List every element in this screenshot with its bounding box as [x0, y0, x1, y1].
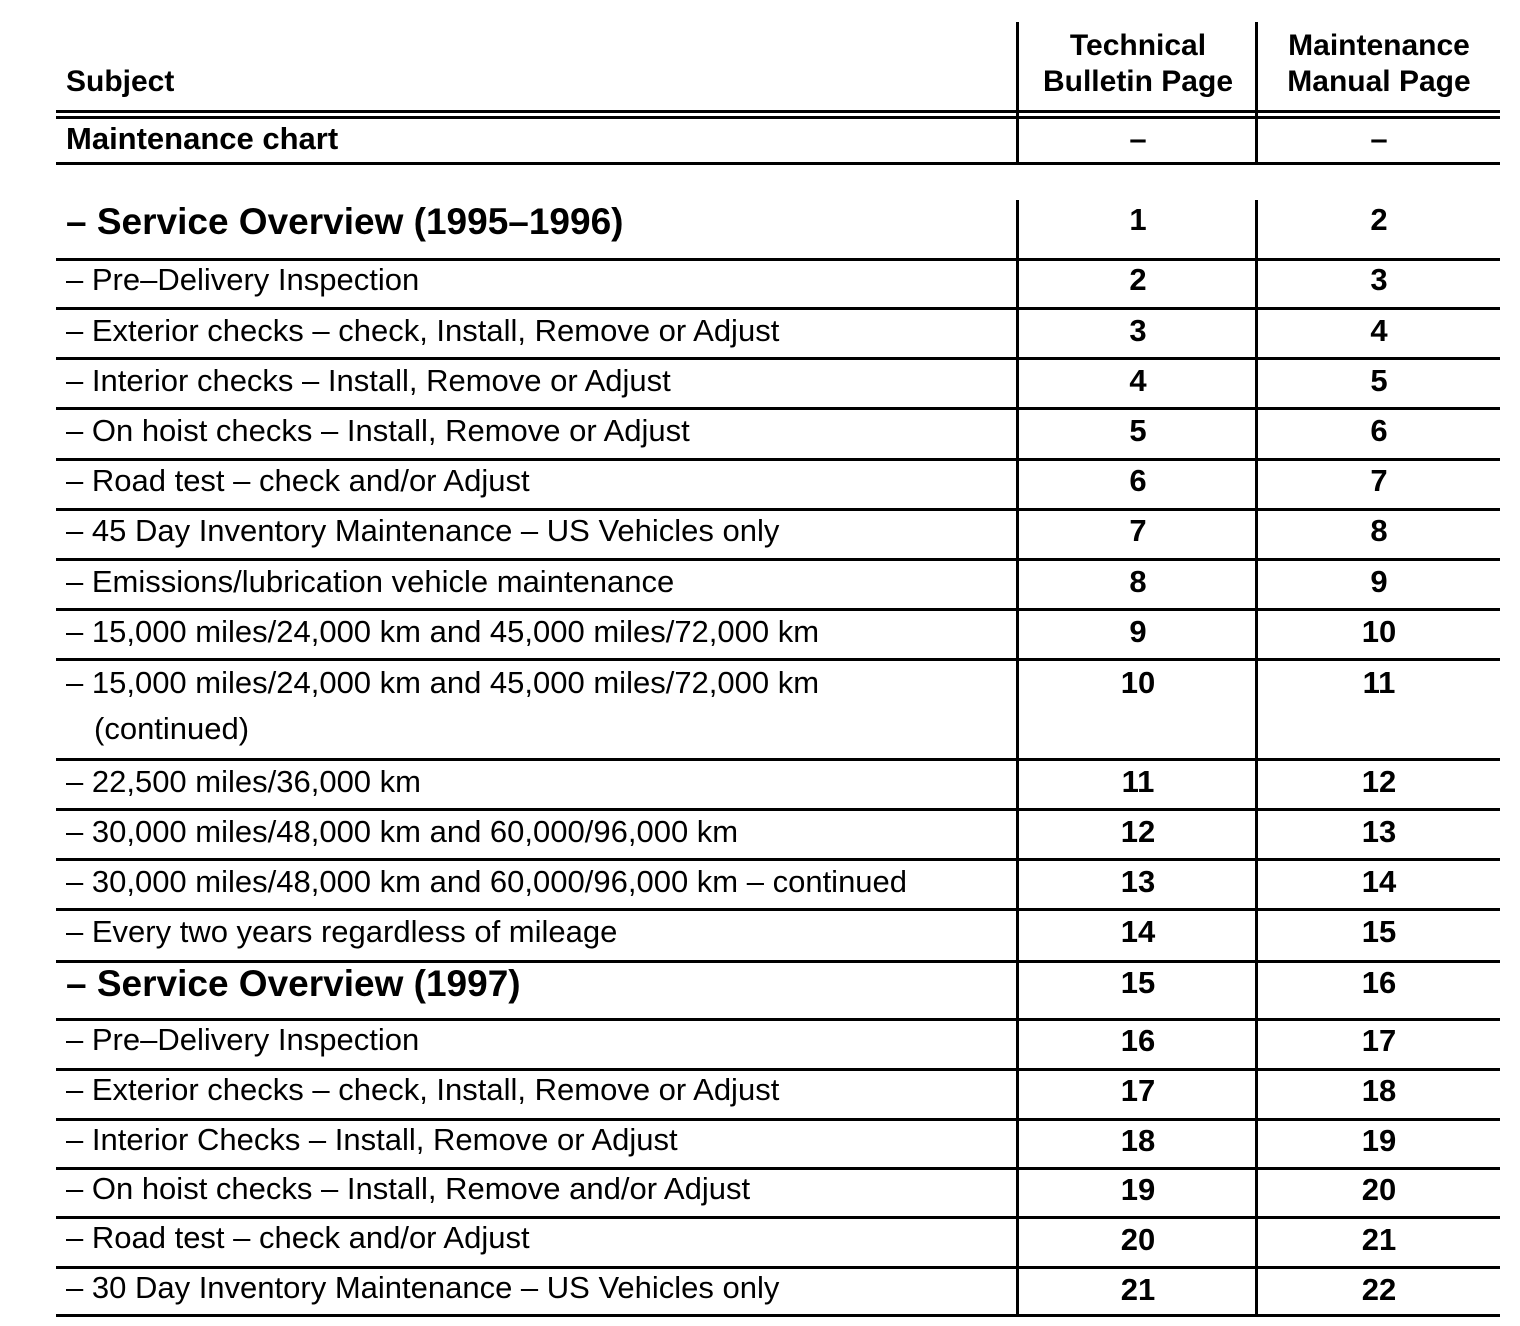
table-row-subject: – 30,000 miles/48,000 km and 60,000/96,000 km: [66, 814, 739, 849]
table-row-tb: 13: [1120, 864, 1156, 899]
table-row-tb: 10: [1120, 665, 1156, 700]
table-row-subject: – Every two years regardless of mileage: [66, 914, 618, 949]
header-maintenance-manual-line1: Maintenance: [1288, 29, 1470, 62]
table-row-subject: – 30,000 miles/48,000 km and 60,000/96,000 km – continued: [66, 864, 908, 899]
table-row-tb: 14: [1120, 914, 1156, 949]
column-divider-top-2: [1255, 22, 1258, 165]
header-rule-top: [56, 110, 1500, 113]
table-row-tb: 19: [1120, 1172, 1156, 1207]
header-technical-bulletin: [1020, 28, 1256, 100]
table-row-mm: 17: [1361, 1023, 1397, 1058]
table-row-subject-line1: – 15,000 miles/24,000 km and 45,000 miles/72,000 km: [66, 665, 820, 700]
table-row-subject: – Road test – check and/or Adjust: [66, 463, 530, 498]
table-row-subject: – Emissions/lubrication vehicle maintenance: [66, 564, 675, 599]
table-row-subject: – Service Overview (1997): [66, 963, 521, 1004]
table-row-mm: 10: [1361, 614, 1397, 649]
table-row-subject: – Pre–Delivery Inspection: [66, 1022, 420, 1057]
table-row-tb: 18: [1120, 1123, 1156, 1158]
row-rule-bottom: [56, 1314, 1500, 1317]
table-row-mm: 2: [1370, 202, 1388, 237]
table-row-mm: 18: [1361, 1073, 1397, 1108]
table-row-mm: 15: [1361, 914, 1397, 949]
column-divider-top-1: [1016, 22, 1019, 165]
table-row-tb: 7: [1129, 513, 1147, 548]
table-row-mm: 14: [1361, 864, 1397, 899]
table-row-mm: 12: [1361, 764, 1397, 799]
table-row-tb: 6: [1129, 463, 1147, 498]
table-row-mm: 8: [1370, 513, 1388, 548]
table-row-mm: 13: [1361, 814, 1397, 849]
table-row-subject: – 30 Day Inventory Maintenance – US Vehicles only: [66, 1270, 780, 1305]
table-row-subject: – Road test – check and/or Adjust: [66, 1220, 530, 1255]
table-row-mm: 3: [1370, 262, 1388, 297]
header-maintenance-manual-line2: Manual Page: [1287, 65, 1471, 98]
table-row-subject: – 22,500 miles/36,000 km: [66, 764, 421, 799]
table-row-mm: 9: [1370, 564, 1388, 599]
table-row-mm: 20: [1361, 1172, 1397, 1207]
table-row-subject: – On hoist checks – Install, Remove and/or Adjust: [66, 1171, 751, 1206]
table-row-tb: 2: [1129, 262, 1147, 297]
table-row-subject: – Service Overview (1995–1996): [66, 201, 624, 242]
table-row-mm: 11: [1362, 665, 1396, 700]
table-row-tb: 1: [1129, 202, 1147, 237]
table-row-mm: 6: [1370, 413, 1388, 448]
maintenance-chart-tb: –: [1129, 121, 1147, 156]
table-row-tb: 12: [1120, 814, 1156, 849]
table-row-tb: 17: [1120, 1073, 1156, 1108]
table-row-subject: – Exterior checks – check, Install, Remove or Adjust: [66, 1072, 780, 1107]
maintenance-chart-mm: –: [1370, 121, 1388, 156]
table-row-tb: 21: [1120, 1272, 1156, 1307]
table-row-tb: 20: [1120, 1222, 1156, 1257]
table-row-mm: 21: [1361, 1222, 1397, 1257]
header-subject: Subject: [66, 65, 175, 98]
table-row-subject: – Interior checks – Install, Remove or Adjust: [66, 363, 671, 398]
table-row-subject: – On hoist checks – Install, Remove or Adjust: [66, 413, 690, 448]
table-row-subject: – 15,000 miles/24,000 km and 45,000 miles/72,000 km: [66, 614, 820, 649]
table-row-mm: 4: [1370, 313, 1388, 348]
table-row-subject: – Exterior checks – check, Install, Remove or Adjust: [66, 313, 780, 348]
table-row-subject-line2: (continued): [94, 711, 250, 746]
table-row-subject: [66, 660, 819, 752]
table-row-mm: 5: [1370, 363, 1388, 398]
top-row-rule: [56, 162, 1500, 165]
header-maintenance-manual: [1259, 28, 1499, 100]
table-row-tb: 8: [1129, 564, 1147, 599]
table-row-tb: 4: [1129, 363, 1147, 398]
table-row-tb: 16: [1120, 1023, 1156, 1058]
table-row-mm: 7: [1370, 463, 1388, 498]
table-row-tb: 3: [1129, 313, 1147, 348]
header-technical-bulletin-line2: Bulletin Page: [1042, 65, 1234, 98]
table-row-tb: 5: [1129, 413, 1147, 448]
header-technical-bulletin-line1: Technical: [1069, 29, 1207, 62]
table-row-tb: 11: [1121, 764, 1155, 799]
maintenance-chart-label: Maintenance chart: [66, 121, 339, 156]
table-row-subject: – 45 Day Inventory Maintenance – US Vehicles only: [66, 513, 780, 548]
table-row-subject: – Pre–Delivery Inspection: [66, 262, 420, 297]
table-row-subject: – Interior Checks – Install, Remove or Adjust: [66, 1122, 678, 1157]
table-row-tb: 15: [1120, 965, 1156, 1000]
table-row-mm: 19: [1361, 1123, 1397, 1158]
table-row-mm: 16: [1361, 965, 1397, 1000]
table-row-tb: 9: [1129, 614, 1147, 649]
table-row-mm: 22: [1361, 1272, 1397, 1307]
